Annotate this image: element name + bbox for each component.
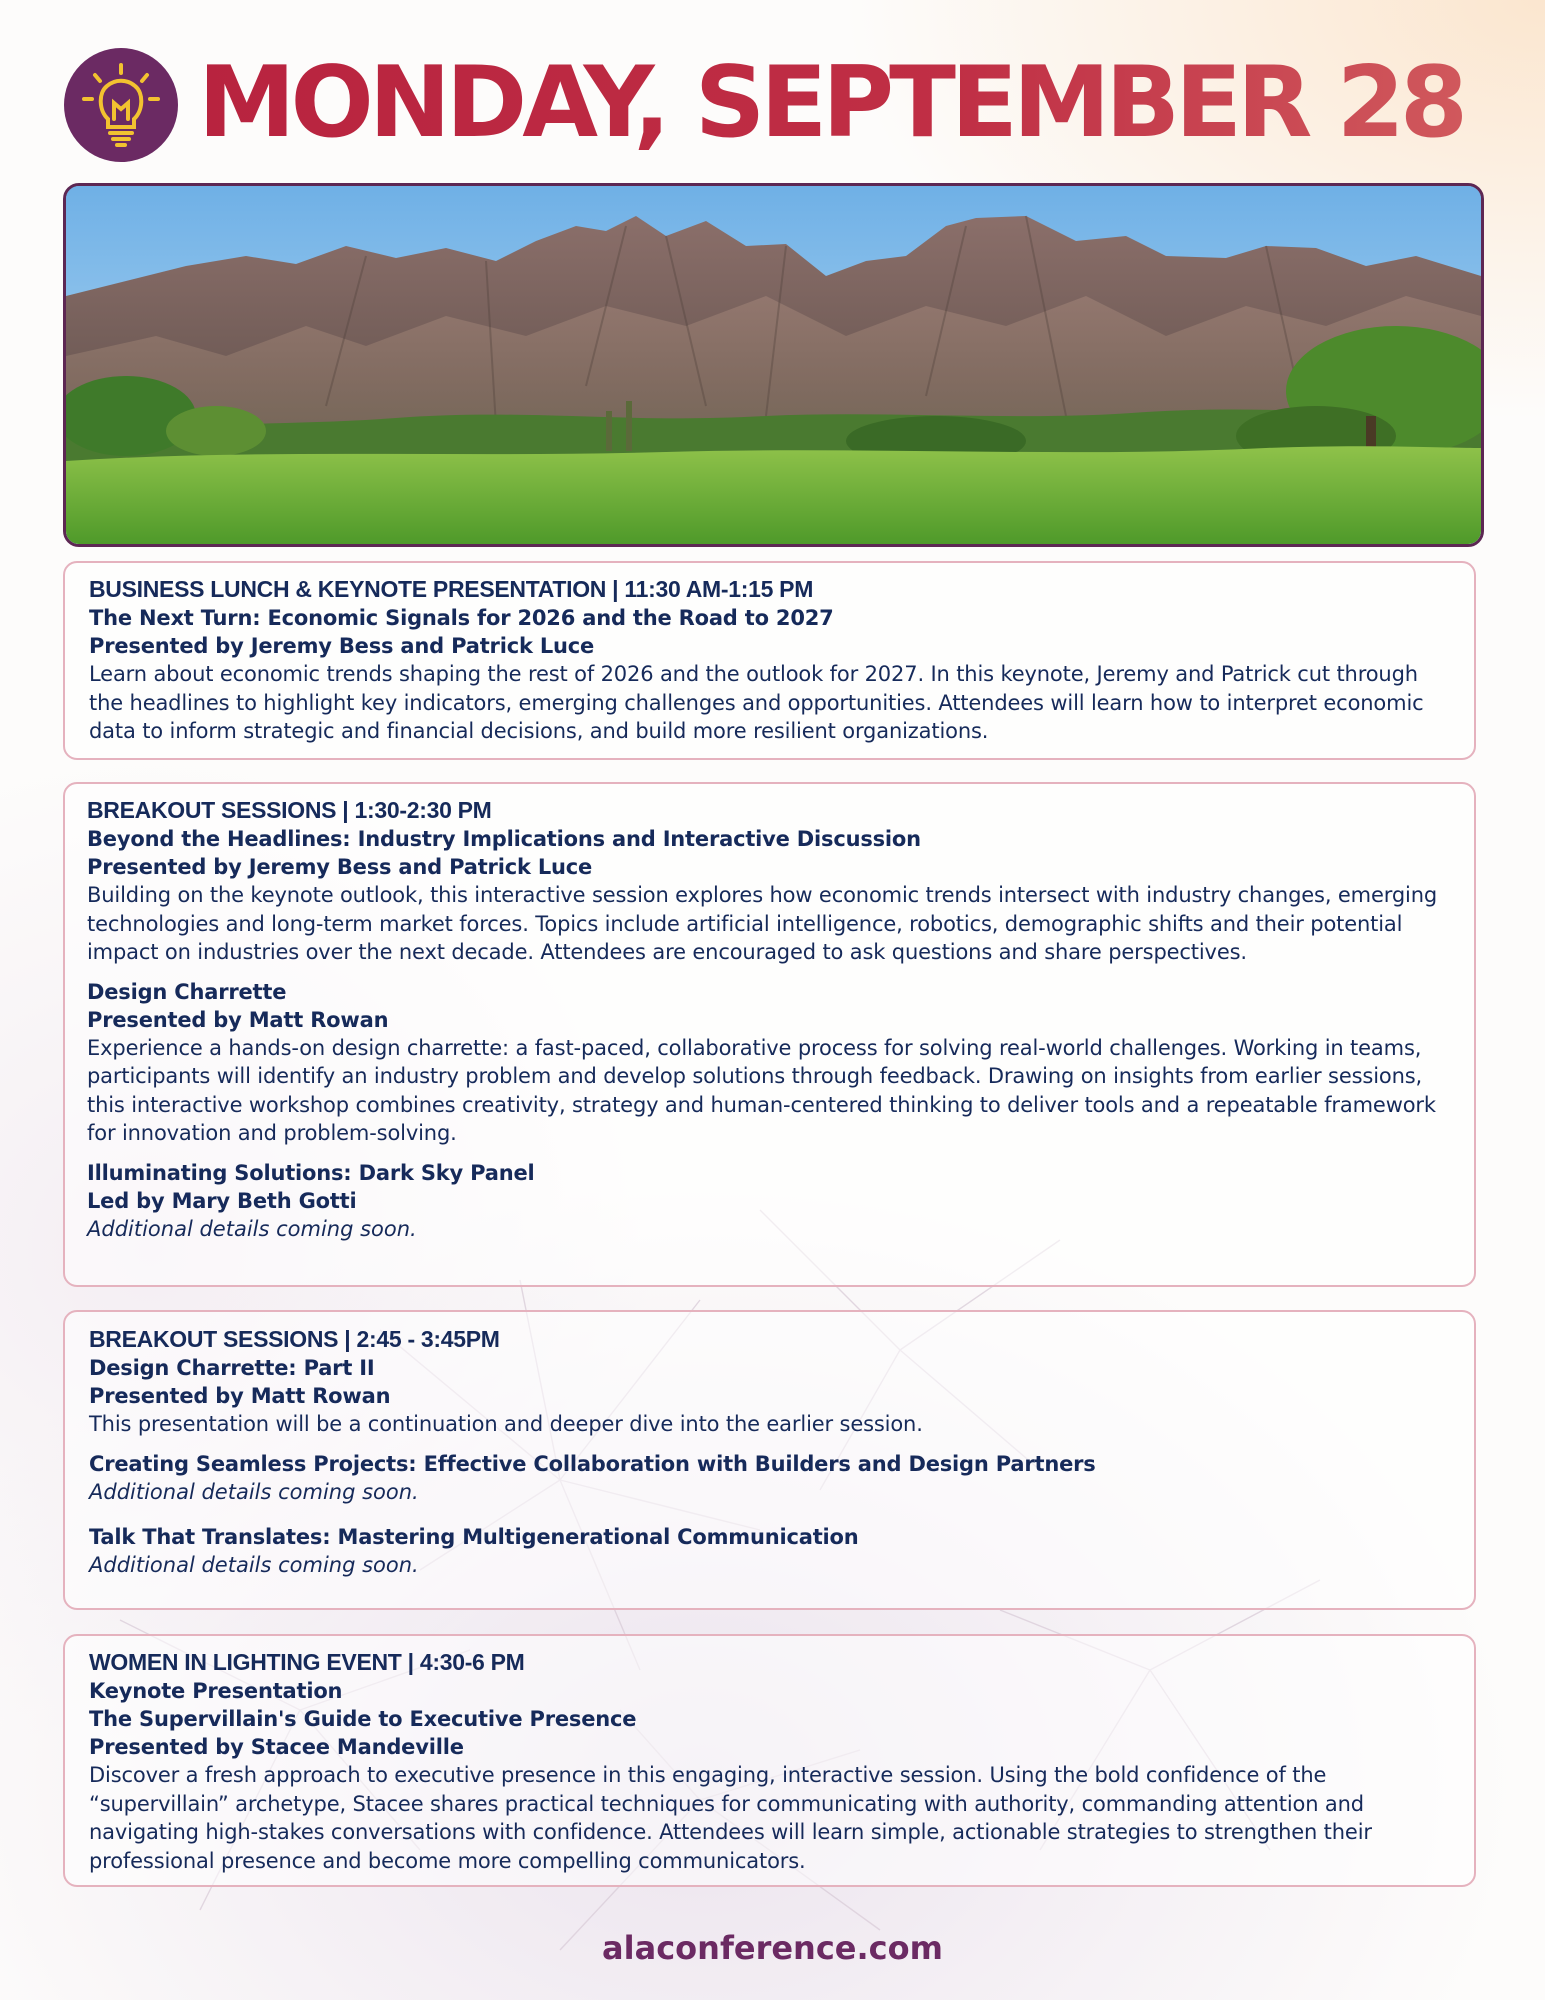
session-note: Additional details coming soon. xyxy=(89,1552,419,1577)
page-title: MONDAY, SEPTEMBER 28 xyxy=(198,38,1463,168)
session-title: Illuminating Solutions: Dark Sky Panel xyxy=(87,1160,535,1185)
page-header xyxy=(64,44,1484,164)
hero-image xyxy=(63,183,1484,547)
session-title: Creating Seamless Projects: Effective Collaboration with Builders and Design Partners xyxy=(89,1451,1096,1476)
session-presenter: Presented by Matt Rowan xyxy=(87,1007,389,1032)
session-title: The Supervillain's Guide to Executive Presence xyxy=(89,1707,637,1731)
session-presenter: Presented by Jeremy Bess and Patrick Luce xyxy=(89,634,595,658)
session-label: Keynote Presentation xyxy=(89,1679,343,1703)
session-description: Experience a hands-on design charrette: a fast-paced, collaborative process for solving real-world challenges. Working in teams, participants will identify an industry problem and develop solutions through feedback. Drawing on insights from earlier sessions, this interactive workshop combines creativity, strategy and human-centered thinking to deliver tools and a repeatable framework for innovation and problem-solving. xyxy=(87,1035,1436,1145)
session-card-breakout-2 xyxy=(63,1310,1476,1610)
session-description: Discover a fresh approach to executive presence in this engaging, interactive session. Using the bold confidence of the “supervillain” archetype, Stacee shares practical techniques for communicating with authority, commanding attention and navigating high-stakes conversations with confidence. Attendees will learn simple, actionable strategies to strengthen their professional presence and become more compelling communicators. xyxy=(89,1763,1372,1873)
session-note: Additional details coming soon. xyxy=(87,1216,417,1241)
session-title: Design Charrette: Part II xyxy=(89,1356,375,1380)
session-title: Beyond the Headlines: Industry Implications and Interactive Discussion xyxy=(87,827,921,851)
session-card-breakout-1 xyxy=(63,782,1476,1287)
session-title: Design Charrette xyxy=(87,979,287,1004)
session-note: Additional details coming soon. xyxy=(89,1479,419,1504)
session-description: Learn about economic trends shaping the rest of 2026 and the outlook for 2027. In this keynote, Jeremy and Patrick cut through the headlines to highlight key indicators, emerging challenges and opportunities. Attendees will learn how to interpret economic data to inform strategic and financial decisions, and build more resilient organizations. xyxy=(89,662,1424,743)
session-presenter: Presented by Jeremy Bess and Patrick Luce xyxy=(87,855,593,879)
session-presenter: Presented by Matt Rowan xyxy=(89,1384,391,1408)
session-header: BREAKOUT SESSIONS | 2:45 - 3:45PM xyxy=(89,1326,500,1352)
session-description: Building on the keynote outlook, this interactive session explores how economic trends intersect with industry changes, emerging technologies and long-term market forces. Topics include artificial intelligence, robotics, demographic shifts and their potential impact on industries over the next decade. Attendees are encouraged to ask questions and share perspectives. xyxy=(87,883,1438,964)
session-header: BUSINESS LUNCH & KEYNOTE PRESENTATION | 11:30 AM-1:15 PM xyxy=(89,576,814,602)
session-card-keynote xyxy=(63,561,1476,760)
session-description: This presentation will be a continuation and deeper dive into the earlier session. xyxy=(89,1412,923,1436)
session-card-women-in-lighting xyxy=(63,1634,1476,1887)
session-header: WOMEN IN LIGHTING EVENT | 4:30-6 PM xyxy=(89,1649,525,1675)
footer-website-link[interactable]: alaconference.com xyxy=(602,1929,943,1967)
session-presenter: Led by Mary Beth Gotti xyxy=(87,1188,357,1213)
session-presenter: Presented by Stacee Mandeville xyxy=(89,1735,464,1759)
session-title: Talk That Translates: Mastering Multigenerational Communication xyxy=(89,1524,859,1549)
lightbulb-icon xyxy=(64,48,178,162)
session-header: BREAKOUT SESSIONS | 1:30-2:30 PM xyxy=(87,797,492,823)
session-title: The Next Turn: Economic Signals for 2026 and the Road to 2027 xyxy=(89,606,834,630)
